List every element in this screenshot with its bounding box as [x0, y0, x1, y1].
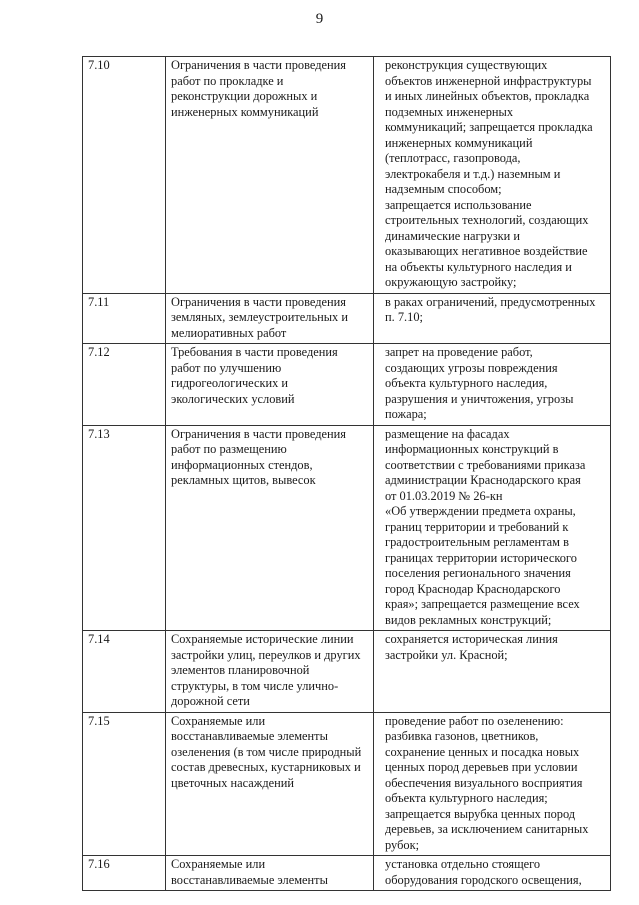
row-title: Сохраняемые или восстанавливаемые элементы озеленения (в том числе природный состав древесных, кустарниковых и цветочных насаждений [166, 712, 374, 856]
row-number: 7.11 [83, 293, 166, 344]
row-title: Сохраняемые или восстанавливаемые элементы [166, 856, 374, 891]
row-number: 7.13 [83, 425, 166, 631]
row-title: Ограничения в части проведения работ по размещению информационных стендов, рекламных щитов, вывесок [166, 425, 374, 631]
row-title: Сохраняемые исторические линии застройки улиц, переулков и других элементов планировочной структуры, в том числе улично- дорожной сети [166, 631, 374, 713]
row-content-cell [374, 425, 611, 631]
row-content: проведение работ по озеленению: разбивка газонов, цветников, сохранение ценных и посадка новых ценных пород деревьев при условии обеспечения визуального восприятия объекта культурного наследия; запрещается вырубка ценных пород деревьев, за исключением санитарных рубок; [385, 713, 589, 852]
row-content-cell [374, 856, 611, 891]
page-number: 9 [315, 11, 324, 27]
row-content: сохраняется историческая линия застройки ул. Красной; [385, 632, 558, 662]
row-number: 7.16 [83, 856, 166, 891]
row-content: в раках ограничений, предусмотренных п. 7.10; [385, 294, 596, 324]
row-number: 7.14 [83, 631, 166, 713]
table-row [83, 425, 611, 631]
requirements-table [82, 56, 611, 891]
row-number: 7.10 [83, 57, 166, 294]
table-row [83, 293, 611, 344]
row-title: Требования в части проведения работ по улучшению гидрогеологических и экологических условий [166, 344, 374, 426]
row-content: запрет на проведение работ, создающих угрозы повреждения объекта культурного наследия, разрушения и уничтожения, угрозы пожара; [385, 345, 574, 421]
row-number: 7.12 [83, 344, 166, 426]
row-number: 7.15 [83, 712, 166, 856]
row-content: установка отдельно стоящего оборудования городского освещения, [385, 857, 582, 887]
table-row [83, 631, 611, 713]
row-title: Ограничения в части проведения работ по прокладке и реконструкции дорожных и инженерных коммуникаций [166, 57, 374, 294]
row-content-cell [374, 344, 611, 426]
row-title: Ограничения в части проведения земляных, землеустроительных и мелиоративных работ [166, 293, 374, 344]
row-content-cell [374, 293, 611, 344]
table-row [83, 856, 611, 891]
table-row [83, 712, 611, 856]
table-row [83, 57, 611, 294]
row-content-cell [374, 712, 611, 856]
table-row [83, 344, 611, 426]
row-content-cell [374, 57, 611, 294]
row-content: размещение на фасадах информационных конструкций в соответствии с требованиями приказа администрации Краснодарского края от 01.03.2019 № 26-кн «Об утверждении предмета охраны, границ территории и требований к градостроительным регламентам в границах территории исторического поселения регионального значения город Краснодар Краснодарского края»; запрещается размещение всех видов рекламных конструкций; [385, 426, 586, 627]
row-content: реконструкция существующих объектов инженерной инфраструктуры и иных линейных объектов, прокладка подземных инженерных коммуникаций; запрещается прокладка инженерных коммуникаций (теплотрасс, газопровода, электрокабеля и т.д.) наземным и надземным способом; запрещается использование строительных технологий, создающих динамические нагрузки и оказывающих негативное воздействие на объекты культурного наследия и окружающую застройку; [385, 58, 593, 289]
row-content-cell [374, 631, 611, 713]
